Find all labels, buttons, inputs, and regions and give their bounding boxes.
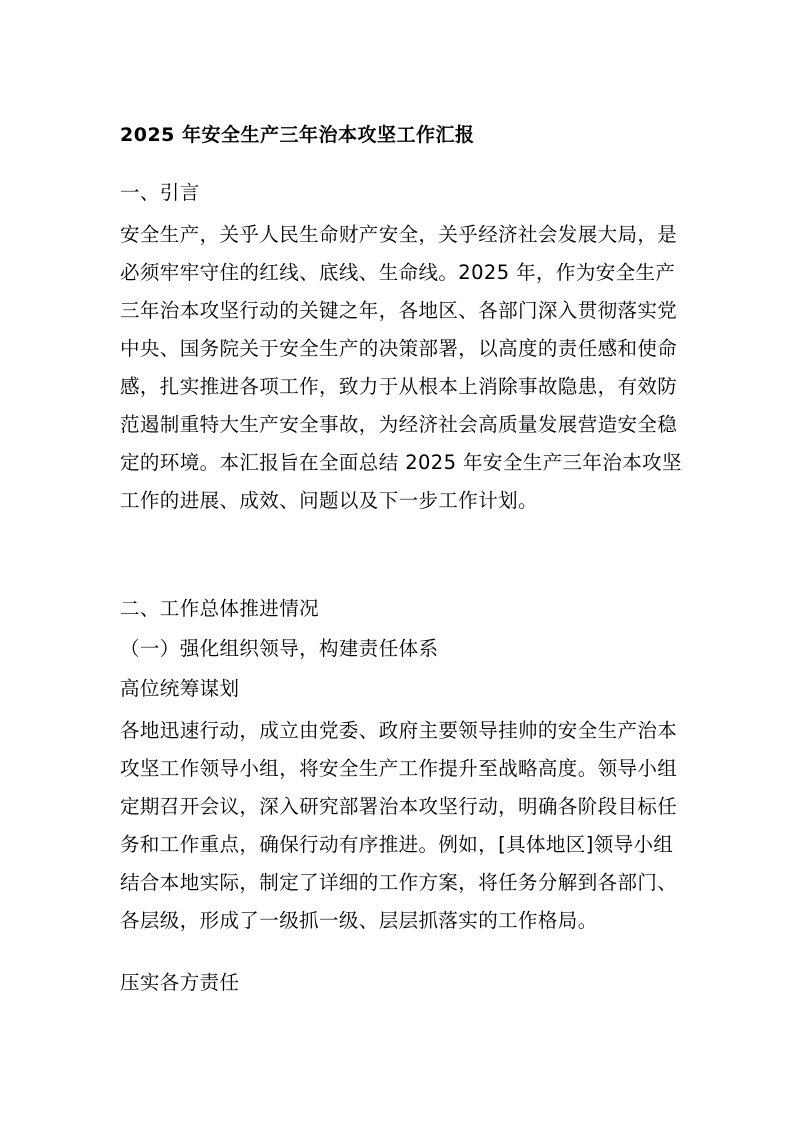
paragraph-line: 工作的进展、成效、问题以及下一步工作计划。: [120, 489, 538, 512]
paragraph-line: 安全生产，关乎人民生命财产安全，关乎经济社会发展大局，是: [120, 223, 678, 246]
paragraph-line: 务和工作重点，确保行动有序推进。例如，[具体地区]领导小组: [120, 833, 674, 856]
planning-paragraph: [120, 712, 680, 940]
paragraph-line: 攻坚工作领导小组，将安全生产工作提升至战略高度。领导小组: [120, 757, 678, 780]
paragraph-line: 感，扎实推进各项工作，致力于从根本上消除事故隐患，有效防: [120, 375, 678, 398]
paragraph-line: 定的环境。本汇报旨在全面总结 2025 年安全生产三年治本攻坚: [120, 451, 682, 474]
paragraph-line: 结合本地实际，制定了详细的工作方案，将任务分解到各部门、: [120, 871, 678, 894]
item-title-planning: 高位统筹谋划: [120, 677, 240, 700]
paragraph-line: 各层级，形成了一级抓一级、层层抓落实的工作格局。: [120, 909, 598, 932]
document-title: 2025 年安全生产三年治本攻坚工作汇报: [120, 124, 475, 146]
section-heading-overall-progress: 二、工作总体推进情况: [120, 597, 320, 620]
paragraph-line: 定期召开会议，深入研究部署治本攻坚行动，明确各阶段目标任: [120, 795, 678, 818]
paragraph-line: 必须牢牢守住的红线、底线、生命线。2025 年，作为安全生产: [120, 261, 676, 284]
paragraph-line: 范遏制重特大生产安全事故，为经济社会高质量发展营造安全稳: [120, 413, 678, 436]
introduction-paragraph: [120, 216, 680, 520]
subsection-heading: （一）强化组织领导，构建责任体系: [120, 637, 439, 660]
paragraph-line: 各地迅速行动，成立由党委、政府主要领导挂帅的安全生产治本: [120, 719, 678, 742]
item-title-responsibility: 压实各方责任: [120, 971, 240, 994]
paragraph-line: 中央、国务院关于安全生产的决策部署，以高度的责任感和使命: [120, 337, 678, 360]
section-heading-introduction: 一、引言: [120, 181, 200, 204]
paragraph-line: 三年治本攻坚行动的关键之年，各地区、各部门深入贯彻落实党: [120, 299, 678, 322]
